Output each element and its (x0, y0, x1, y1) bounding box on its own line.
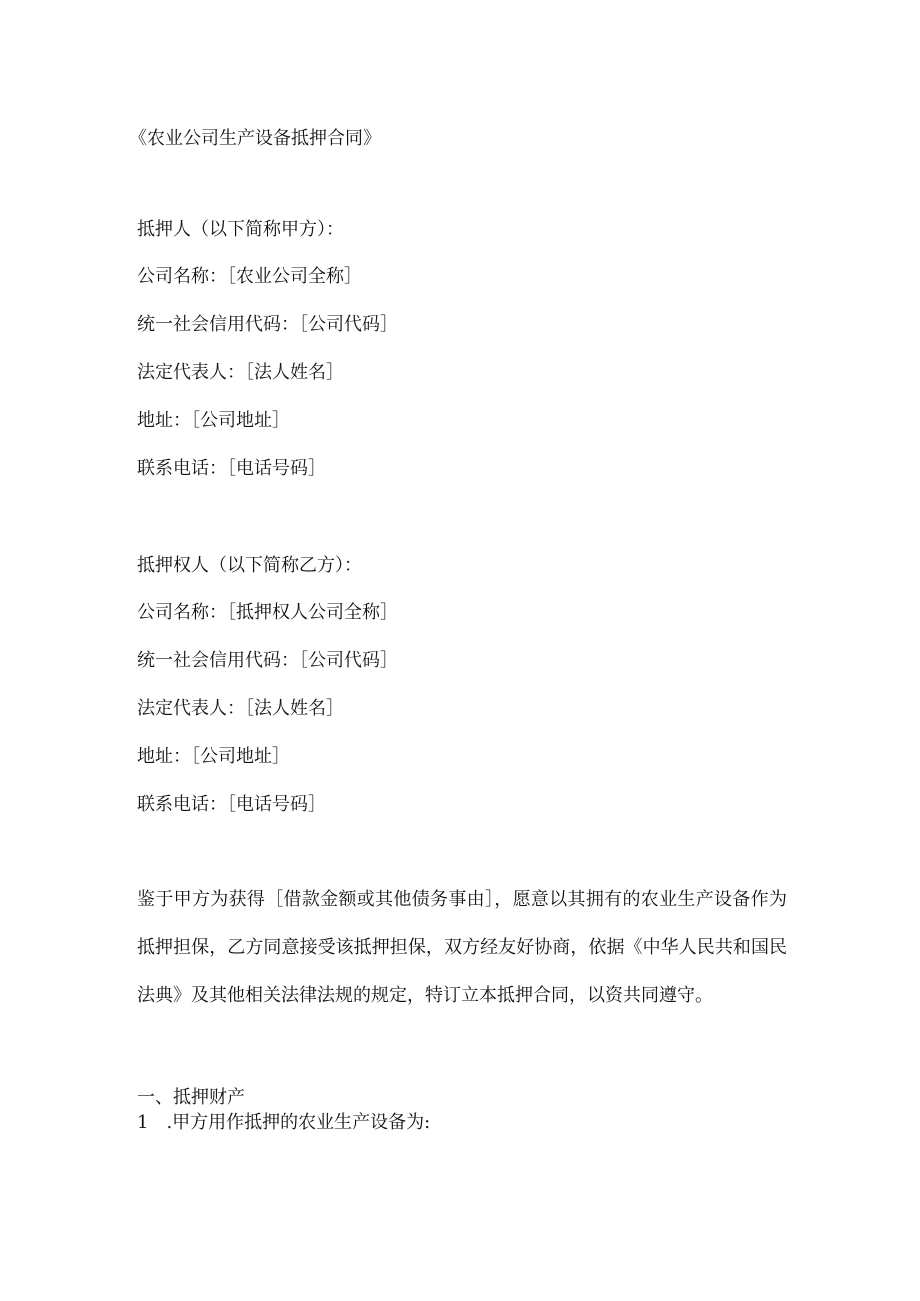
section-1-item-1: 1 .甲方用作抵押的农业生产设备为: (137, 1112, 431, 1133)
preamble-paragraph: 鉴于甲方为获得［借款金额或其他债务事由］，愿意以其拥有的农业生产设备作为抵押担保，乙方同意接受该抵押担保，双方经友好协商，依据《中华人民共和国民法典》及其他相关法律法规的规定，特订立本抵押合同，以资共同遵守。 (137, 889, 787, 1006)
party-a-company-name: 公司名称：［农业公司全称］ (137, 266, 362, 287)
party-a-phone: 联系电话：［电话号码］ (137, 458, 326, 479)
document-title: 《农业公司生产设备抵押合同》 (129, 128, 381, 149)
party-b-address: 地址：［公司地址］ (137, 746, 290, 767)
party-b-phone: 联系电话：［电话号码］ (137, 794, 326, 815)
party-a-heading: 抵押人（以下简称甲方）： (137, 219, 344, 240)
party-b-company-name: 公司名称：［抵押权人公司全称］ (137, 602, 398, 623)
section-1-heading: 一、抵押财产 (137, 1087, 245, 1108)
party-b-heading: 抵押权人（以下简称乙方）： (137, 555, 362, 576)
party-b-legal-rep: 法定代表人：［法人姓名］ (137, 698, 344, 719)
party-a-legal-rep: 法定代表人：［法人姓名］ (137, 362, 344, 383)
party-b-credit-code: 统一社会信用代码：［公司代码］ (137, 650, 398, 671)
party-a-address: 地址：［公司地址］ (137, 410, 290, 431)
party-a-credit-code: 统一社会信用代码：［公司代码］ (137, 314, 398, 335)
